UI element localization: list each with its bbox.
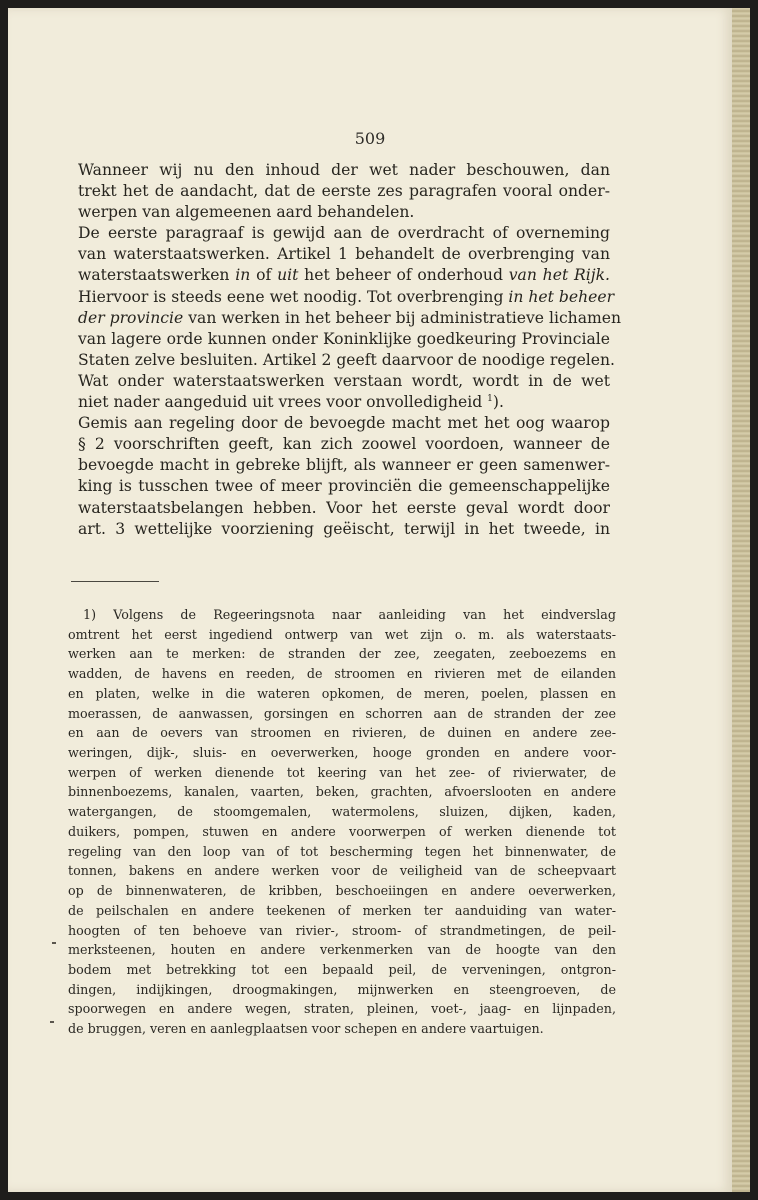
text-line: king is tusschen twee of meer provinciën die gemeenschappelijke [78,477,610,496]
footnote-line: merksteenen, houten en andere verkenmerken van de hoogte van den [68,942,616,958]
book-page [8,8,732,1192]
footnote-line: 1) Volgens de Regeeringsnota naar aanleiding van het eindverslag [83,607,616,622]
footnote-line: binnenboezems, kanalen, vaarten, beken, grachten, afvoerslooten en andere [68,784,616,800]
footnote-line: werken aan te merken: de stranden der zee, zeegaten, zeeboezems en [68,646,616,662]
footnote-line: watergangen, de stoomgemalen, watermolens, sluizen, dijken, kaden, [68,804,616,820]
text-line: Wat onder waterstaatswerken verstaan wordt, wordt in de wet [78,371,610,390]
footnote-line: werpen of werken dienende tot keering van het zee- of rivierwater, de [68,764,616,780]
text-line: trekt het de aandacht, dat de eerste zes paragrafen vooral onder- [78,182,610,201]
margin-mark [52,942,56,944]
footnote-line: moerassen, de aanwassen, gorsingen en schorren aan de stranden der zee [68,705,616,721]
footnote-line: en aan de oevers van stroomen en rivieren, de duinen en andere zee- [68,725,616,741]
text-line: der provincie van werken in het beheer bij administratieve lichamen [78,308,622,327]
footnote-line: de bruggen, veren en aanlegplaatsen voor schepen en andere vaartuigen. [68,1021,544,1037]
body-text [78,160,622,540]
footnote-line: spoorwegen en andere wegen, straten, pleinen, voet-, jaag- en lijnpaden, [68,1001,616,1017]
text-line: Hiervoor is steeds eene wet noodig. Tot overbrenging in het beheer [78,287,615,306]
text-line: waterstaatsbelangen hebben. Voor het eerste geval wordt door [78,498,610,517]
text-line: Gemis aan regeling door de bevoegde macht met het oog waarop [78,414,610,433]
footnote-line: weringen, dijk-, sluis- en oeverwerken, hooge gronden en andere voor- [68,745,616,761]
footnote-line: op de binnenwateren, de kribben, beschoeiingen en andere oeverwerken, [68,883,616,899]
footnote-line: bodem met betrekking tot een bepaald peil, de verveningen, ontgron- [68,961,616,977]
footnote-line: tonnen, bakens en andere werken voor de veiligheid van de scheepvaart [68,863,616,879]
footnote-separator [71,581,159,582]
text-line: § 2 voorschriften geeft, kan zich zoowel voordoen, wanneer de [78,435,610,454]
text-line: van waterstaatswerken. Artikel 1 behandelt de overbrenging van [78,245,610,264]
text-line: niet nader aangeduid uit vrees voor onvolledigheid $^1$). [78,393,504,412]
page-number: 509 [354,129,386,148]
text-line: Wanneer wij nu den inhoud der wet nader beschouwen, dan [78,161,610,179]
footnote-line: dingen, indijkingen, droogmakingen, mijnwerken en steengroeven, de [68,981,616,997]
footnote-marker: 1 [487,393,493,404]
footnote-block [68,605,616,1039]
text-line: werpen van algemeenen aard behandelen. [78,203,415,222]
footnote-line: regeling van den loop van of tot bescherming tegen het binnenwater, de [68,843,616,859]
text-line: van lagere orde kunnen onder Koninklijke goedkeuring Provinciale [78,329,610,348]
text-line: Staten zelve besluiten. Artikel 2 geeft daarvoor de noodige regelen. [78,350,616,369]
footnote-line: omtrent het eerst ingediend ontwerp van wet zijn o. m. als waterstaats- [68,626,616,642]
text-line: De eerste paragraaf is gewijd aan de overdracht of overneming [78,224,610,243]
page-edge [732,8,750,1192]
footnote-line: en platen, welke in die wateren opkomen, de meren, poelen, plassen en [68,685,616,701]
text-line: bevoegde macht in gebreke blijft, als wanneer er geen samenwer- [78,456,610,475]
margin-mark [50,1021,54,1023]
text-line: art. 3 wettelijke voorziening geëischt, terwijl in het tweede, in [78,519,610,538]
footnote-line: duikers, pompen, stuwen en andere voorwerpen of werken dienende tot [68,823,616,839]
footnote-line: hoogten of ten behoeve van rivier-, stroom- of strandmetingen, de peil- [68,922,616,938]
footnote-line: de peilschalen en andere teekenen of merken ter aanduiding van water- [68,902,616,918]
footnote-line: wadden, de havens en reeden, de stroomen en rivieren met de eilanden [68,666,616,682]
text-line: waterstaatswerken in of uit het beheer of onderhoud van het Rijk. [78,266,610,285]
